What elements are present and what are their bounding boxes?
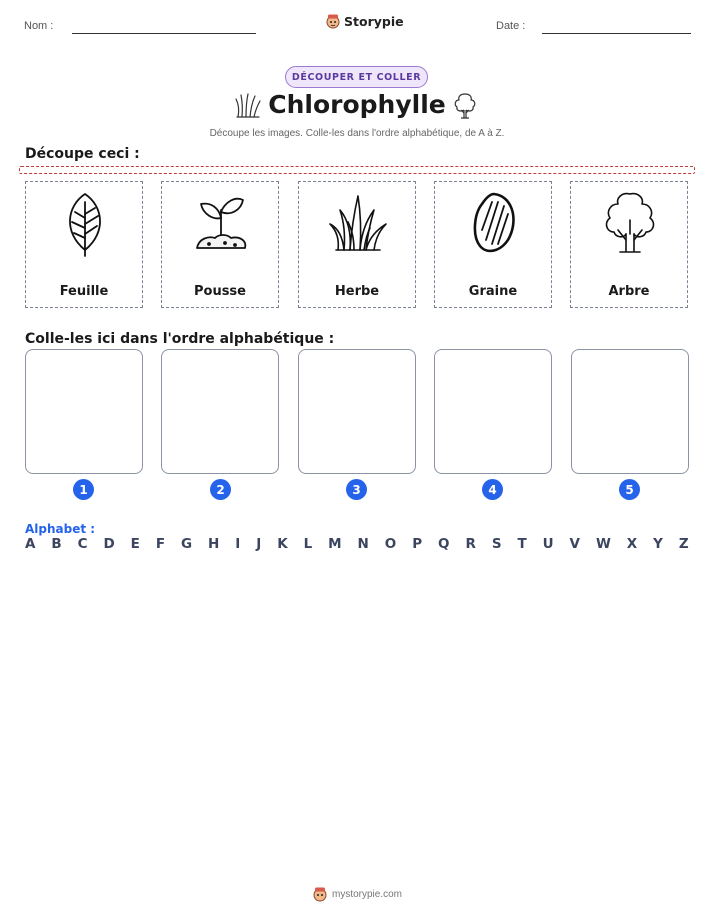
date-line[interactable]	[542, 33, 691, 34]
brand-name: Storypie	[344, 13, 404, 29]
paste-section-heading: Colle-les ici dans l'ordre alphabétique :	[25, 331, 335, 347]
cut-card-pousse[interactable]	[161, 181, 279, 308]
cut-card-herbe[interactable]	[298, 181, 416, 308]
card-label: Arbre	[608, 284, 650, 299]
leaf-icon	[55, 188, 115, 258]
alphabet-letter: J	[256, 536, 262, 552]
card-label: Feuille	[59, 284, 109, 299]
alphabet-row	[25, 536, 689, 552]
alphabet-letter: O	[384, 536, 397, 552]
paste-slot-4[interactable]	[434, 349, 552, 474]
alphabet-letter: Z	[678, 536, 689, 552]
name-line[interactable]	[72, 33, 256, 34]
storypie-mascot-icon	[325, 13, 341, 29]
tree-icon	[452, 92, 478, 120]
slot-number: 5	[619, 479, 640, 500]
footer-url[interactable]: mystorypie.com	[331, 888, 402, 900]
sprout-icon	[191, 188, 251, 258]
alphabet-letter: D	[103, 536, 115, 552]
alphabet-letter: M	[328, 536, 342, 552]
footer	[0, 886, 714, 902]
alphabet-letter: C	[77, 536, 88, 552]
cut-card-graine[interactable]	[434, 181, 552, 308]
paste-slot-5[interactable]	[571, 349, 689, 474]
alphabet-letter: Y	[653, 536, 663, 552]
cut-section-heading: Découpe ceci :	[25, 146, 140, 162]
alphabet-letter: N	[357, 536, 369, 552]
alphabet-letter: H	[208, 536, 220, 552]
alphabet-letter: Q	[438, 536, 450, 552]
alphabet-letter: W	[595, 536, 611, 552]
alphabet-letter: S	[491, 536, 502, 552]
date-label: Date :	[496, 20, 526, 32]
paste-slot-1[interactable]	[25, 349, 143, 474]
alphabet-letter: B	[51, 536, 62, 552]
paste-slot-3[interactable]	[298, 349, 416, 474]
instructions: Découpe les images. Colle-les dans l'ordre alphabétique, de A à Z.	[209, 128, 505, 139]
card-label: Pousse	[193, 284, 246, 299]
page-title: Chlorophylle	[268, 90, 446, 119]
seed-icon	[464, 188, 524, 258]
grass-icon	[328, 188, 388, 258]
alphabet-letter: G	[180, 536, 193, 552]
alphabet-letter: K	[277, 536, 288, 552]
paste-slot-2[interactable]	[161, 349, 279, 474]
slot-number: 4	[482, 479, 503, 500]
alphabet-label: Alphabet :	[25, 522, 96, 536]
tree-icon	[600, 188, 660, 258]
activity-badge: DÉCOUPER ET COLLER	[285, 66, 428, 88]
brand-logo	[325, 13, 404, 29]
alphabet-letter: P	[412, 536, 423, 552]
card-label: Herbe	[334, 284, 380, 299]
alphabet-letter: I	[235, 536, 241, 552]
alphabet-letter: X	[626, 536, 638, 552]
cut-line	[19, 166, 695, 174]
name-label: Nom :	[24, 20, 54, 32]
slot-number: 1	[73, 479, 94, 500]
alphabet-letter: V	[569, 536, 580, 552]
alphabet-letter: L	[303, 536, 313, 552]
alphabet-letter: A	[25, 536, 36, 552]
slot-number: 2	[210, 479, 231, 500]
cut-card-feuille[interactable]	[25, 181, 143, 308]
cut-card-arbre[interactable]	[570, 181, 688, 308]
alphabet-letter: R	[465, 536, 476, 552]
alphabet-letter: T	[517, 536, 527, 552]
alphabet-letter: U	[542, 536, 554, 552]
alphabet-letter: E	[130, 536, 140, 552]
card-label: Graine	[468, 284, 518, 299]
storypie-mascot-icon	[312, 886, 328, 902]
alphabet-letter: F	[155, 536, 166, 552]
slot-number: 3	[346, 479, 367, 500]
